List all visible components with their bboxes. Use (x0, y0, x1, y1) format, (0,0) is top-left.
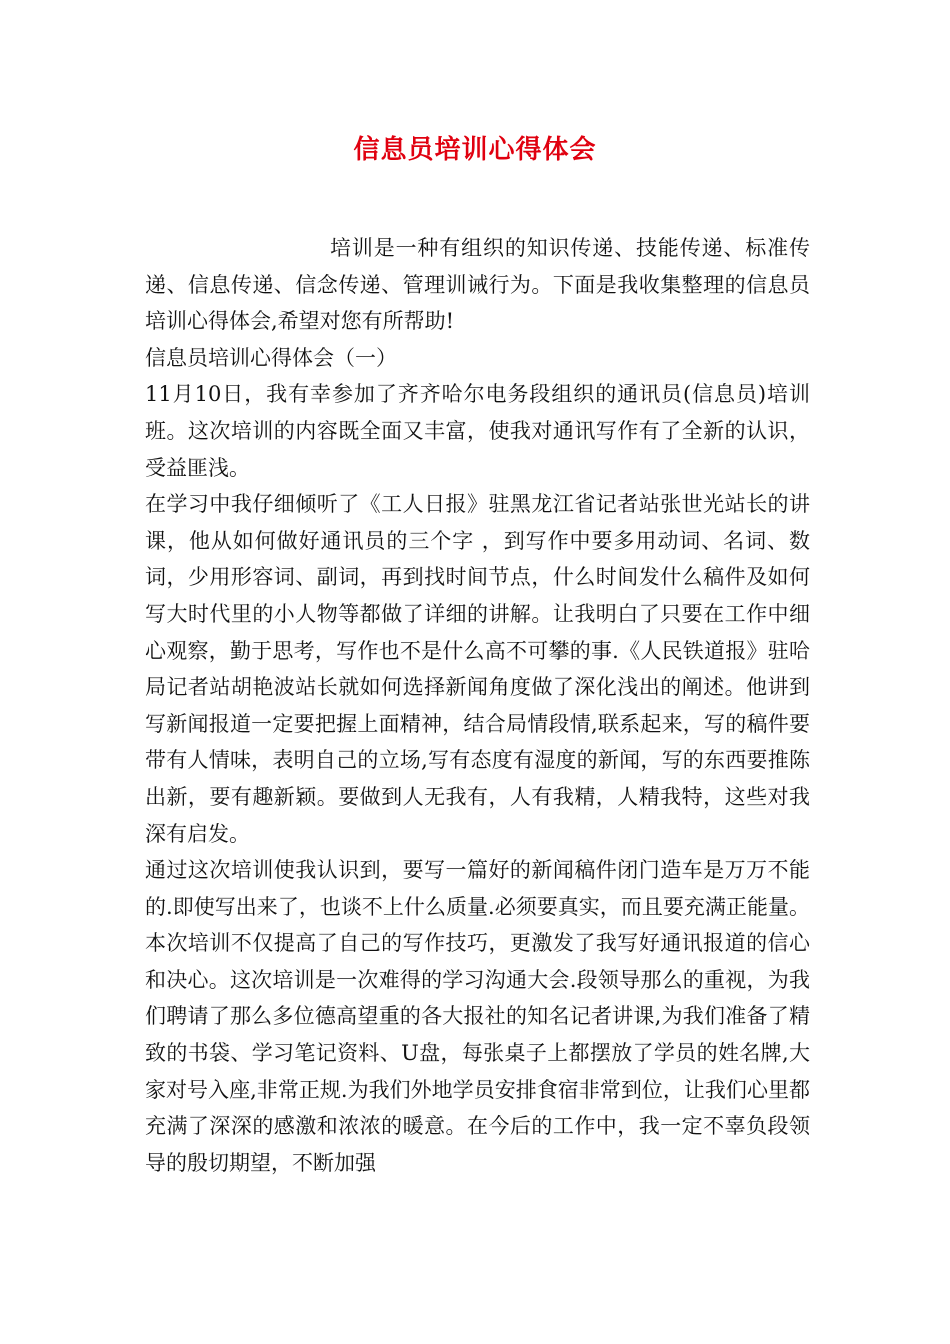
body-paragraph: 11月10日，我有幸参加了齐齐哈尔电务段组织的通讯员(信息员)培训班。这次培训的内容既全面又丰富，使我对通讯写作有了全新的认识，受益匪浅。 (145, 382, 810, 480)
document-body (145, 230, 810, 1181)
section-heading: 信息员培训心得体会（一） (145, 345, 397, 370)
intro-paragraph: 培训是一种有组织的知识传递、技能传递、标准传递、信息传递、信念传递、管理训诫行为。下面是我收集整理的信息员培训心得体会,希望对您有所帮助! (145, 236, 810, 334)
body-paragraph: 在学习中我仔细倾听了《工人日报》驻黑龙江省记者站张世光站长的讲课，他从如何做好通讯员的三个字 ，到写作中要多用动词、名词、数词，少用形容词、副词，再到找时间节点，什么时间发什么稿件及如何写大时代里的小人物等都做了详细的讲解。让我明白了只要在工作中细心观察，勤于思考，写作也不是什么高不可攀的事.《人民铁道报》驻哈局记者站胡艳波站长就如何选择新闻角度做了深化浅出的阐述。他讲到写新闻报道一定要把握上面精神，结合局情段情,联系起来，写的稿件要带有人情味，表明自己的立场,写有态度有湿度的新闻，写的东西要推陈出新，要有趣新颖。要做到人无我有，人有我精，人精我特，这些对我深有启发。 (145, 492, 810, 846)
document-title: 信息员培训心得体会 (353, 135, 597, 165)
body-paragraph: 通过这次培训使我认识到，要写一篇好的新闻稿件闭门造车是万万不能的.即使写出来了，也谈不上什么质量.必须要真实，而且要充满正能量。本次培训不仅提高了自己的写作技巧，更激发了我写好通讯报道的信心和决心。这次培训是一次难得的学习沟通大会.段领导那么的重视，为我们聘请了那么多位德高望重的各大报社的知名记者讲课,为我们准备了精致的书袋、学习笔记资料、U盘，每张桌子上都摆放了学员的姓名牌,大家对号入座,非常正规.为我们外地学员安排食宿非常到位，让我们心里都充满了深深的感激和浓浓的暖意。在今后的工作中，我一定不辜负段领导的殷切期望，不断加强 (145, 858, 810, 1175)
